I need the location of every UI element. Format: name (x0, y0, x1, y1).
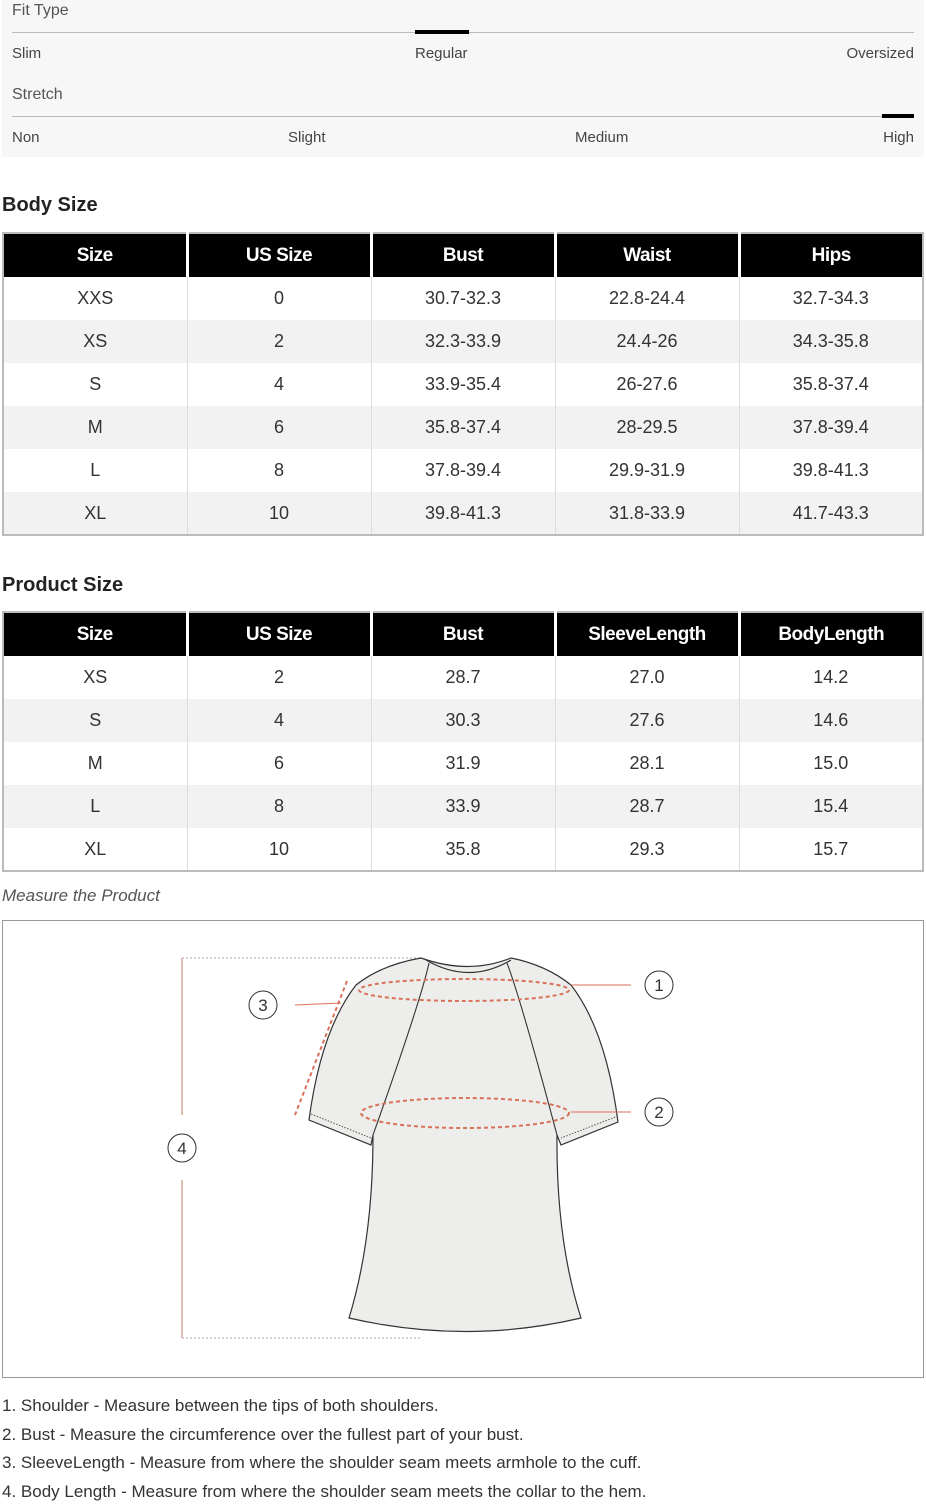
column-header: Size (3, 612, 187, 656)
column-header: Bust (371, 233, 555, 277)
marker-1-icon (645, 971, 673, 999)
table-cell: 32.3-33.9 (371, 320, 555, 363)
measure-diagram (2, 920, 924, 1378)
table-row (3, 363, 923, 406)
svg-text:2: 2 (654, 1103, 663, 1122)
body-size-table (2, 232, 924, 536)
table-cell: XL (3, 828, 187, 871)
svg-text:1: 1 (654, 976, 663, 995)
shirt-illustration (3, 921, 923, 1377)
table-row (3, 785, 923, 828)
marker-3-icon (249, 991, 277, 1019)
table-header-row (3, 233, 923, 277)
table-cell: L (3, 785, 187, 828)
table-cell: S (3, 699, 187, 742)
product-size-title: Product Size (2, 574, 123, 597)
column-header: Size (3, 233, 187, 277)
stretch-marker (882, 114, 914, 118)
fit-type-marker (415, 30, 469, 34)
fit-type-scale (12, 32, 914, 33)
table-cell: 4 (187, 699, 371, 742)
svg-text:3: 3 (258, 996, 267, 1015)
fit-panel (2, 0, 924, 157)
table-cell: 28.7 (555, 785, 739, 828)
stretch-scale (12, 116, 914, 117)
column-header: Hips (739, 233, 923, 277)
table-row (3, 742, 923, 785)
table-row (3, 406, 923, 449)
table-cell: 33.9 (371, 785, 555, 828)
table-cell: 31.9 (371, 742, 555, 785)
table-cell: 4 (187, 363, 371, 406)
table-cell: 30.7-32.3 (371, 277, 555, 320)
body-size-title: Body Size (2, 194, 98, 217)
table-cell: 22.8-24.4 (555, 277, 739, 320)
table-cell: 39.8-41.3 (739, 449, 923, 492)
measure-instructions (2, 1392, 646, 1506)
table-cell: 2 (187, 320, 371, 363)
table-cell: 27.0 (555, 656, 739, 699)
table-cell: XS (3, 656, 187, 699)
table-row (3, 699, 923, 742)
instruction: 4. Body Length - Measure from where the shoulder seam meets the collar to the hem. (2, 1478, 646, 1506)
table-cell: 28-29.5 (555, 406, 739, 449)
table-row (3, 449, 923, 492)
fit-option: Slim (12, 45, 41, 62)
table-cell: 30.3 (371, 699, 555, 742)
table-cell: 41.7-43.3 (739, 492, 923, 535)
table-cell: 37.8-39.4 (371, 449, 555, 492)
instruction: 1. Shoulder - Measure between the tips of both shoulders. (2, 1392, 646, 1421)
marker-4-icon (168, 1134, 196, 1162)
table-cell: 2 (187, 656, 371, 699)
table-cell: 15.7 (739, 828, 923, 871)
table-cell: 14.2 (739, 656, 923, 699)
table-cell: 26-27.6 (555, 363, 739, 406)
table-cell: 35.8-37.4 (739, 363, 923, 406)
table-cell: 6 (187, 406, 371, 449)
table-row (3, 828, 923, 871)
table-cell: 14.6 (739, 699, 923, 742)
stretch-option: Medium (575, 129, 628, 146)
table-cell: 35.8 (371, 828, 555, 871)
stretch-option: Slight (288, 129, 326, 146)
table-cell: XL (3, 492, 187, 535)
product-size-table (2, 611, 924, 872)
table-cell: 32.7-34.3 (739, 277, 923, 320)
table-cell: 24.4-26 (555, 320, 739, 363)
instruction: 3. SleeveLength - Measure from where the shoulder seam meets armhole to the cuff. (2, 1449, 646, 1478)
table-cell: 33.9-35.4 (371, 363, 555, 406)
table-cell: M (3, 406, 187, 449)
table-cell: 37.8-39.4 (739, 406, 923, 449)
table-cell: 15.0 (739, 742, 923, 785)
column-header: US Size (187, 233, 371, 277)
table-cell: 15.4 (739, 785, 923, 828)
stretch-label: Stretch (12, 86, 63, 104)
column-header: US Size (187, 612, 371, 656)
table-cell: 8 (187, 785, 371, 828)
table-cell: S (3, 363, 187, 406)
table-cell: XS (3, 320, 187, 363)
fit-option: Oversized (846, 45, 914, 62)
table-header-row (3, 612, 923, 656)
table-cell: L (3, 449, 187, 492)
table-cell: 8 (187, 449, 371, 492)
table-row (3, 320, 923, 363)
marker-2-icon (645, 1098, 673, 1126)
table-cell: 10 (187, 492, 371, 535)
table-cell: 27.6 (555, 699, 739, 742)
fit-type-label: Fit Type (12, 2, 69, 20)
table-cell: 29.9-31.9 (555, 449, 739, 492)
fit-option: Regular (415, 45, 468, 62)
table-cell: 39.8-41.3 (371, 492, 555, 535)
table-cell: 34.3-35.8 (739, 320, 923, 363)
column-header: BodyLength (739, 612, 923, 656)
table-row (3, 492, 923, 535)
svg-text:4: 4 (177, 1139, 186, 1158)
table-cell: XXS (3, 277, 187, 320)
table-cell: 28.7 (371, 656, 555, 699)
table-cell: 29.3 (555, 828, 739, 871)
table-cell: 28.1 (555, 742, 739, 785)
table-row (3, 656, 923, 699)
stretch-option: High (883, 129, 914, 146)
measure-title: Measure the Product (2, 886, 160, 906)
stretch-option: Non (12, 129, 40, 146)
table-cell: 0 (187, 277, 371, 320)
table-cell: 31.8-33.9 (555, 492, 739, 535)
column-header: Bust (371, 612, 555, 656)
column-header: SleeveLength (555, 612, 739, 656)
table-cell: 6 (187, 742, 371, 785)
table-cell: 10 (187, 828, 371, 871)
table-cell: 35.8-37.4 (371, 406, 555, 449)
table-row (3, 277, 923, 320)
instruction: 2. Bust - Measure the circumference over the fullest part of your bust. (2, 1421, 646, 1450)
column-header: Waist (555, 233, 739, 277)
table-cell: M (3, 742, 187, 785)
